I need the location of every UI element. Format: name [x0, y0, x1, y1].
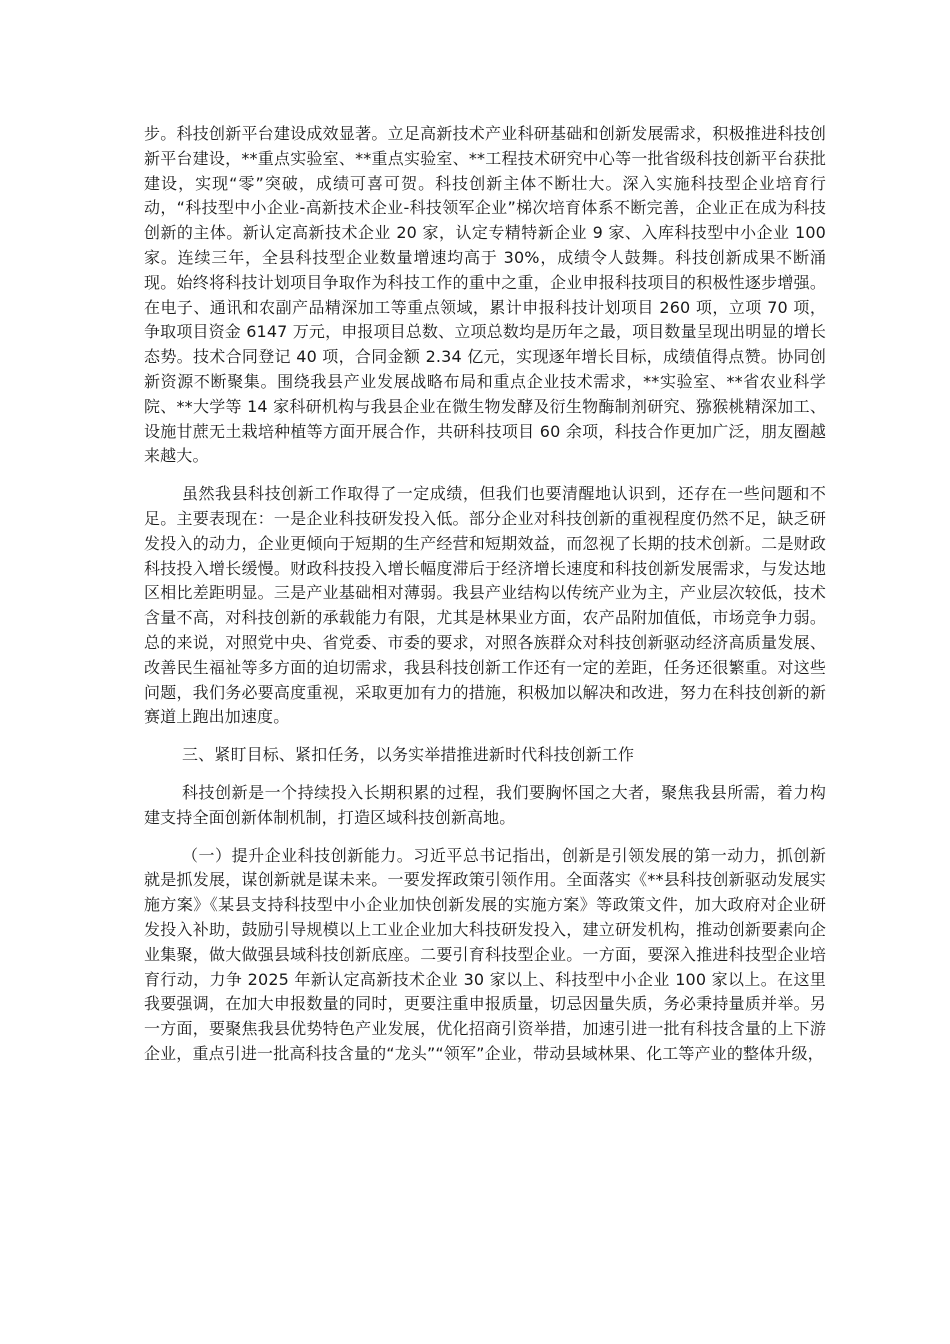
document-body: [144, 122, 826, 1080]
section-heading-3: 三、紧盯目标、紧扣任务，以务实举措推进新时代科技创新工作: [182, 745, 635, 765]
paragraph-section-intro: 科技创新是一个持续投入长期积累的过程，我们要胸怀国之大者，聚焦我县所需，着力构建支持全面创新体制机制，打造区域科技创新高地。: [144, 782, 826, 827]
paragraph-achievements: 步。科技创新平台建设成效显著。立足高新技术产业科研基础和创新发展需求，积极推进科技创新平台建设，**重点实验室、**重点实验室、**工程技术研究中心等一批省级科技创新平台获批建设，实现“零”突破，成绩可喜可贺。科技创新主体不断壮大。深入实施科技型企业培育行动，“科技型中小企业-高新技术企业-科技领军企业”梯次培育体系不断完善，企业正在成为科技创新的主体。新认定高新技术企业 20 家，认定专精特新企业 9 家、入库科技型中小企业 100 家。连续三年，全县科技型企业数量增速均高于 30%，成绩令人鼓舞。科技创新成果不断涌现。始终将科技计划项目争取作为科技工作的重中之重，企业申报科技项目的积极性逐步增强。在电子、通讯和农副产品精深加工等重点领域，累计申报科技计划项目 260 项，立项 70 项，争取项目资金 6147 万元，申报项目总数、立项总数均是历年之最，项目数量呈现出明显的增长态势。技术合同登记 40 项，合同金额 2.34 亿元，实现逐年增长目标，成绩值得点赞。协同创新资源不断聚集。围绕我县产业发展战略布局和重点企业技术需求，**实验室、**省农业科学院、**大学等 14 家科研机构与我县企业在微生物发酵及衍生物酶制剂研究、猕猴桃精深加工、设施甘蔗无土栽培种植等方面开展合作，共研科技项目 60 余项，科技合作更加广泛，朋友圈越来越大。: [144, 124, 826, 466]
paragraph-enterprise-innovation: （一）提升企业科技创新能力。习近平总书记指出，创新是引领发展的第一动力，抓创新就是抓发展，谋创新就是谋未来。一要发挥政策引领作用。全面落实《**县科技创新驱动发展实施方案》《某县支持科技型中小企业加快创新发展的实施方案》等政策文件，加大政府对企业研发投入补助，鼓励引导规模以上工业企业加大科技研发投入，建立研发机构，推动创新要素向企业集聚，做大做强县域科技创新底座。二要引育科技型企业。一方面，要深入推进科技型企业培育行动，力争 2025 年新认定高新技术企业 30 家以上、科技型中小企业 100 家以上。在这里我要强调，在加大申报数量的同时，更要注重申报质量，切忌因量失质，务必秉持量质并举。另一方面，要聚焦我县优势特色产业发展，优化招商引资举措，加速引进一批有科技含量的上下游企业，重点引进一批高科技含量的“龙头”“领军”企业，带动县域林果、化工等产业的整体升级，: [144, 845, 826, 1063]
paragraph-problems: 虽然我县科技创新工作取得了一定成绩，但我们也要清醒地认识到，还存在一些问题和不足。主要表现在：一是企业科技研发投入低。部分企业对科技创新的重视程度仍然不足，缺乏研发投入的动力，企业更倾向于短期的生产经营和短期效益，而忽视了长期的技术创新。二是财政科技投入增长缓慢。财政科技投入增长幅度滞后于经济增长速度和科技创新发展需求，与发达地区相比差距明显。三是产业基础相对薄弱。我县产业结构以传统产业为主，产业层次较低，技术含量不高，对科技创新的承载能力有限，尤其是林果业方面，农产品附加值低，市场竞争力弱。总的来说，对照党中央、省党委、市委的要求，对照各族群众对科技创新驱动经济高质量发展、改善民生福祉等多方面的迫切需求，我县科技创新工作还有一定的差距，任务还很繁重。对这些问题，我们务必要高度重视，采取更加有力的措施，积极加以解决和改进，努力在科技创新的新赛道上跑出加速度。: [144, 484, 826, 727]
